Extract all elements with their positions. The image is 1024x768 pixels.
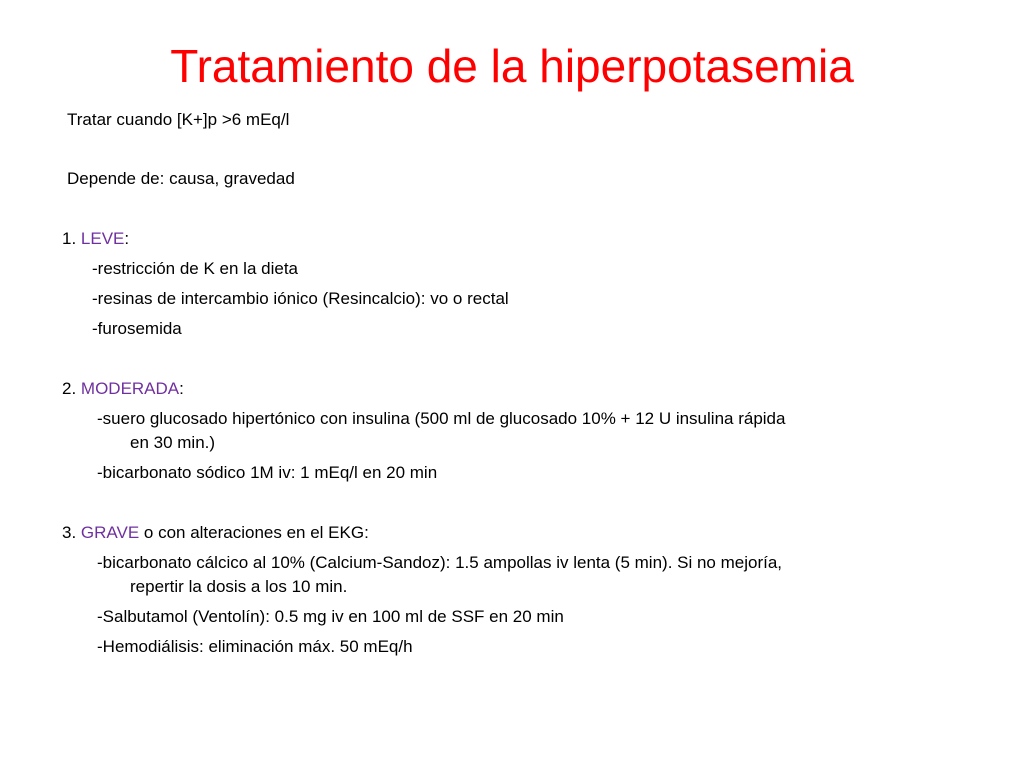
moderada-item-bicarbonate: -bicarbonato sódico 1M iv: 1 mEq/l en 20 min	[97, 463, 438, 482]
section-number: 1.	[62, 229, 81, 248]
leve-item-furosemide: -furosemida	[92, 319, 182, 338]
moderada-item-glucose-insulin: -suero glucosado hipertónico con insulina (500 ml de glucosado 10% + 12 U insulina rápida	[97, 409, 786, 428]
moderada-item-glucose-insulin-cont: en 30 min.)	[130, 433, 216, 452]
grave-item-salbutamol: -Salbutamol (Ventolín): 0.5 mg iv en 100 ml de SSF en 20 min	[97, 607, 564, 626]
grave-item-hemodialysis: -Hemodiálisis: eliminación máx. 50 mEq/h	[97, 637, 413, 656]
severity-label-leve: LEVE	[80, 229, 125, 248]
grave-item-calcium: -bicarbonato cálcico al 10% (Calcium-Sandoz): 1.5 ampollas iv lenta (5 min). Si no mejoría,	[97, 553, 783, 572]
grave-item-calcium-cont: repertir la dosis a los 10 min.	[130, 577, 348, 596]
section-grave-heading	[62, 521, 369, 545]
section-number: 2.	[62, 379, 81, 398]
slide-title: Tratamiento de la hiperpotasemia	[170, 40, 854, 92]
section-suffix: :	[124, 229, 130, 248]
section-moderada-heading	[62, 377, 184, 401]
section-suffix: :	[179, 379, 184, 398]
section-number: 3.	[62, 523, 81, 542]
severity-label-moderada: MODERADA	[80, 379, 180, 398]
leve-item-resins: -resinas de intercambio iónico (Resincalcio): vo o rectal	[92, 289, 509, 308]
severity-label-grave: GRAVE	[80, 523, 140, 542]
leve-item-diet: -restricción de K en la dieta	[92, 259, 298, 278]
section-suffix: o con alteraciones en el EKG:	[139, 523, 369, 542]
section-leve-heading	[62, 227, 129, 251]
intro-depends: Depende de: causa, gravedad	[67, 169, 295, 188]
intro-threshold: Tratar cuando [K+]p >6 mEq/l	[67, 110, 290, 129]
